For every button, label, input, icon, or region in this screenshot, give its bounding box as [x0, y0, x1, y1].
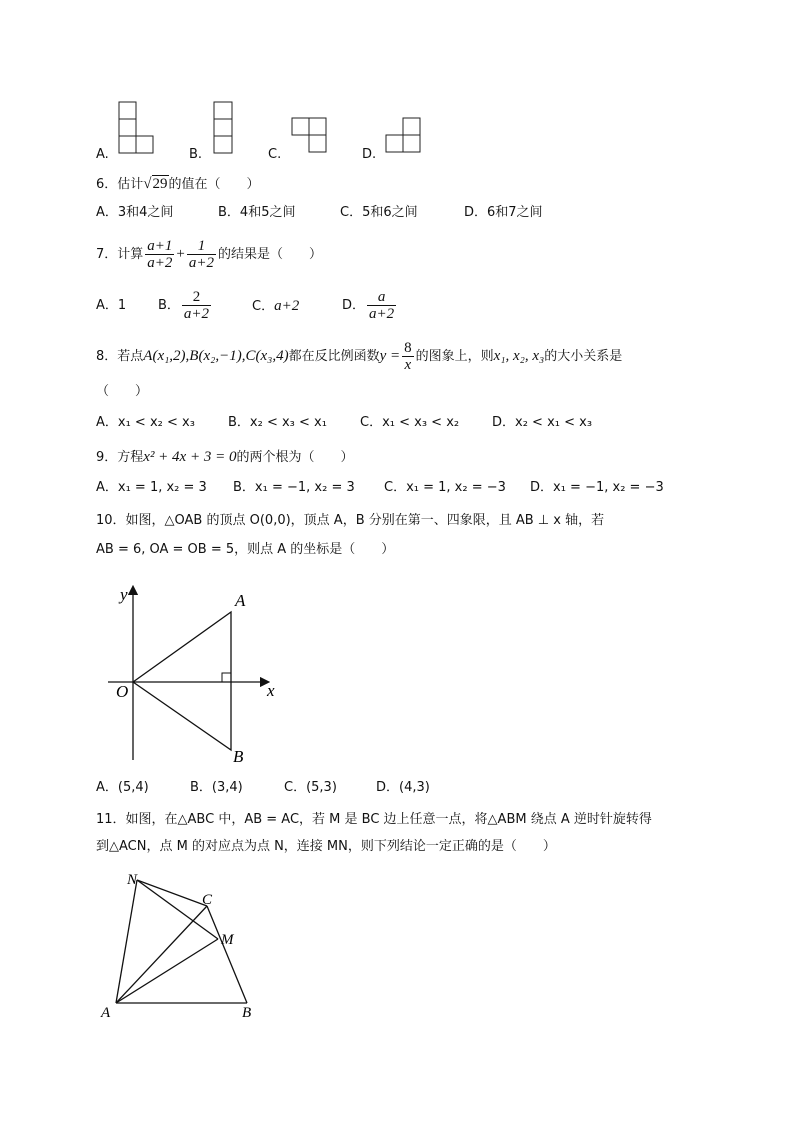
label-o: O [116, 682, 129, 701]
q5-option-b-figure [213, 101, 235, 157]
q5-option-c-figure [291, 117, 331, 157]
q7-option-d-denominator: a+2 [369, 306, 395, 322]
q11-stem-line-1: 11．如图，在△ABC 中，AB = AC，若 M 是 BC 边上任意一点，将△ABM 绕点 A 逆时针旋转得 [96, 812, 652, 827]
q7-option-c [252, 286, 299, 327]
q8-stem-mid: 都在反比例函数 [288, 349, 380, 364]
q8-points: A(x₁,2),B(x₂,−1),C(x₃,4) [143, 348, 289, 364]
label-m: M [221, 932, 234, 948]
q10-figure [100, 580, 290, 770]
label-x: x [267, 681, 275, 700]
q7-fraction-2 [187, 238, 216, 271]
q8-stem-mid2: 的图象上，则 [415, 349, 494, 364]
q11-stem-line-2: 到△ACN，点 M 的对应点为点 N，连接 MN，则下列结论一定正确的是（ ） [96, 839, 556, 854]
label-y: y [120, 585, 128, 604]
label-c: C [202, 892, 213, 908]
q7-stem-prefix: 7．计算 [96, 247, 144, 262]
q10-option-a: A．(5,4) [96, 780, 149, 795]
q5-option-d-figure [385, 117, 425, 157]
segment-cb [207, 906, 247, 1003]
q9-option-d: D．x₁ = −1, x₂ = −3 [530, 480, 664, 495]
q6-option-d: D．6和7之间 [464, 205, 543, 220]
q9-option-b: B．x₁ = −1, x₂ = 3 [233, 480, 355, 495]
q8-option-c: C．x₁ < x₃ < x₂ [360, 415, 460, 430]
q8-func-denominator: x [404, 357, 412, 373]
segment-nc [137, 880, 207, 906]
q9-option-a: A．x₁ = 1, x₂ = 3 [96, 480, 207, 495]
label-a: A [101, 1005, 111, 1021]
q6-option-c: C．5和6之间 [340, 205, 418, 220]
q5-option-b-label: B. [189, 147, 203, 162]
q6-stem [96, 175, 260, 194]
q7-fraction-1 [145, 238, 174, 271]
q10-option-b: B．(3,4) [190, 780, 243, 795]
q8-option-b: B．x₂ < x₃ < x₁ [228, 415, 327, 430]
q6-stem-suffix: 的值在（ ） [168, 177, 260, 192]
q7-option-d [342, 286, 398, 326]
q9-option-c: C．x₁ = 1, x₂ = −3 [384, 480, 506, 495]
q6-option-a: A．3和4之间 [96, 205, 174, 220]
q8-stem-prefix: 8．若点 [96, 349, 144, 364]
segment-nm [137, 880, 218, 939]
q7-option-c-expr: a+2 [274, 298, 300, 314]
q5-option-a-label: A. [96, 147, 109, 162]
sqrt-sign: √ [143, 176, 152, 192]
q6-radicand: 29 [152, 176, 168, 192]
q7-frac2-denominator: a+2 [188, 255, 214, 271]
q8-func-numerator: 8 [404, 340, 412, 356]
q8-func-lhs: y = [379, 348, 401, 364]
q7-option-b-denominator: a+2 [183, 306, 210, 322]
q8-stem-suffix: 的大小关系是 [544, 349, 623, 364]
q10-option-d: D．(4,3) [376, 780, 430, 795]
q7-option-d-fraction [367, 289, 396, 322]
right-angle-mark [222, 673, 231, 682]
label-a: A [235, 591, 246, 610]
q5-option-d-label: D. [362, 147, 377, 162]
q9-stem-suffix: 的两个根为（ ） [236, 450, 354, 465]
q7-option-a-text: A．1 [96, 298, 127, 313]
q9-stem [96, 448, 353, 467]
label-n: N [127, 872, 138, 888]
q9-equation: x² + 4x + 3 = 0 [143, 449, 237, 465]
q8-func-fraction [402, 340, 414, 373]
q7-option-c-label: C． [252, 299, 275, 314]
q7-option-b [158, 286, 213, 326]
q6-stem-prefix: 6．估计 [96, 177, 144, 192]
triangle-oab [133, 612, 231, 750]
q7-option-d-numerator: a [367, 289, 396, 306]
q8-blank: （ ） [96, 384, 149, 399]
q10-stem-line-2: AB = 6, OA = OB = 5，则点 A 的坐标是（ ） [96, 542, 395, 557]
q6-option-b: B．4和5之间 [218, 205, 296, 220]
q7-option-d-label: D． [342, 298, 366, 313]
q8-stem [96, 336, 622, 377]
q5-option-c-label: C. [268, 147, 282, 162]
q7-stem [96, 234, 322, 275]
q8-vars: x₁, x₂, x₃ [493, 348, 545, 364]
q7-stem-suffix: 的结果是（ ） [218, 247, 323, 262]
q7-plus: + [176, 246, 185, 262]
q7-option-b-numerator: 2 [182, 289, 211, 306]
q5-option-a-figure [118, 101, 158, 157]
q8-option-a: A．x₁ < x₂ < x₃ [96, 415, 195, 430]
q10-stem-line-1: 10．如图，△OAB 的顶点 O(0,0)，顶点 A，B 分别在第一、四象限，且 AB ⊥ x 轴，若 [96, 513, 605, 528]
q7-option-b-fraction [182, 289, 211, 322]
q11-figure [96, 866, 276, 1026]
q9-stem-prefix: 9．方程 [96, 450, 144, 465]
q7-option-b-label: B． [158, 298, 180, 313]
q7-option-a [96, 286, 126, 326]
q7-frac1-numerator: a+1 [147, 238, 173, 254]
q10-option-c: C．(5,3) [284, 780, 337, 795]
label-b: B [233, 747, 244, 766]
q7-frac2-numerator: 1 [187, 238, 216, 255]
label-b: B [242, 1005, 252, 1021]
q8-option-d: D．x₂ < x₁ < x₃ [492, 415, 593, 430]
q7-frac1-denominator: a+2 [147, 255, 173, 271]
